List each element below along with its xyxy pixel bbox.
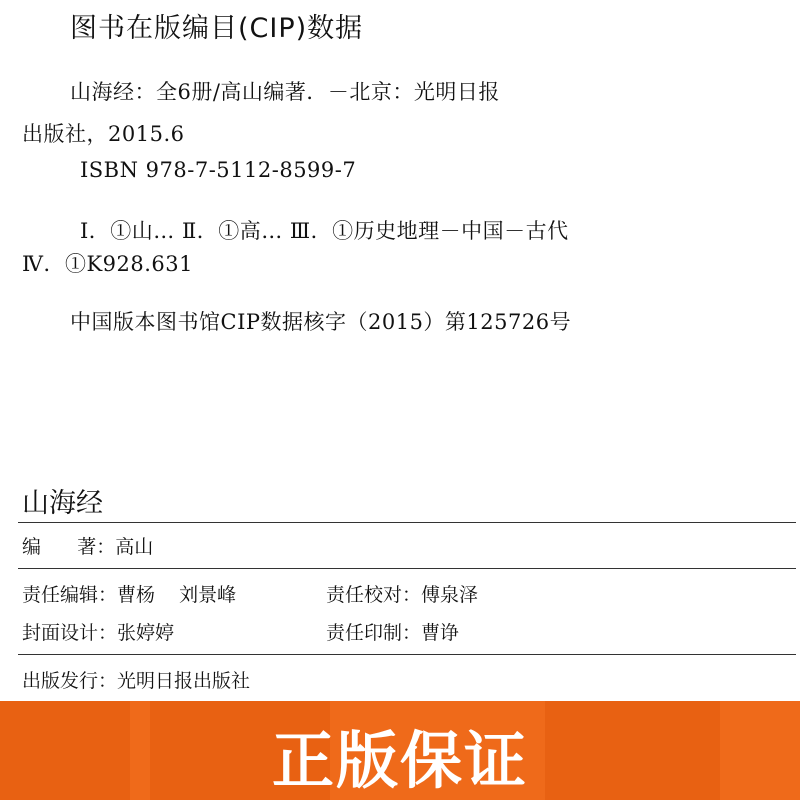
proofreader-value: 傅泉泽 bbox=[421, 584, 479, 606]
publisher-label: 出版发行： bbox=[22, 670, 118, 692]
cip-line-1: 山海经：全6册/高山编著．－北京：光明日报 bbox=[70, 80, 500, 104]
author-label: 编 著： bbox=[22, 536, 116, 558]
editor-value: 曹杨 刘景峰 bbox=[117, 584, 237, 606]
divider bbox=[18, 654, 796, 655]
authentic-guarantee-text: 正版保证 bbox=[271, 724, 528, 797]
publisher-row bbox=[22, 666, 250, 693]
publisher-value: 光明日报出版社 bbox=[117, 670, 251, 692]
divider bbox=[18, 568, 796, 569]
print-supervisor-value: 曹诤 bbox=[421, 622, 460, 644]
divider bbox=[18, 522, 796, 523]
proofreader-row bbox=[326, 580, 478, 607]
cover-design-value: 张婷婷 bbox=[117, 622, 175, 644]
book-title: 山海经 bbox=[22, 488, 103, 519]
author-row bbox=[22, 532, 153, 559]
print-supervisor-row bbox=[326, 618, 459, 645]
editor-label: 责任编辑： bbox=[22, 584, 118, 606]
proofreader-label: 责任校对： bbox=[326, 584, 422, 606]
cip-title: 图书在版编目(CIP)数据 bbox=[70, 13, 364, 44]
editor-row bbox=[22, 580, 236, 607]
cip-record-number: 中国版本图书馆CIP数据核字（2015）第125726号 bbox=[70, 310, 572, 334]
cip-line-2: 出版社，2015.6 bbox=[22, 122, 185, 146]
author-value: 高山 bbox=[115, 536, 154, 558]
isbn-line: ISBN 978-7-5112-8599-7 bbox=[80, 158, 357, 182]
classification-line-1: Ⅰ．①山… Ⅱ．①高… Ⅲ．①历史地理－中国－古代 bbox=[80, 219, 569, 243]
authentic-guarantee-banner bbox=[0, 701, 800, 800]
print-supervisor-label: 责任印制： bbox=[326, 622, 422, 644]
classification-line-2: Ⅳ．①K928.631 bbox=[22, 252, 194, 276]
cover-design-row bbox=[22, 618, 174, 645]
cover-design-label: 封面设计： bbox=[22, 622, 118, 644]
